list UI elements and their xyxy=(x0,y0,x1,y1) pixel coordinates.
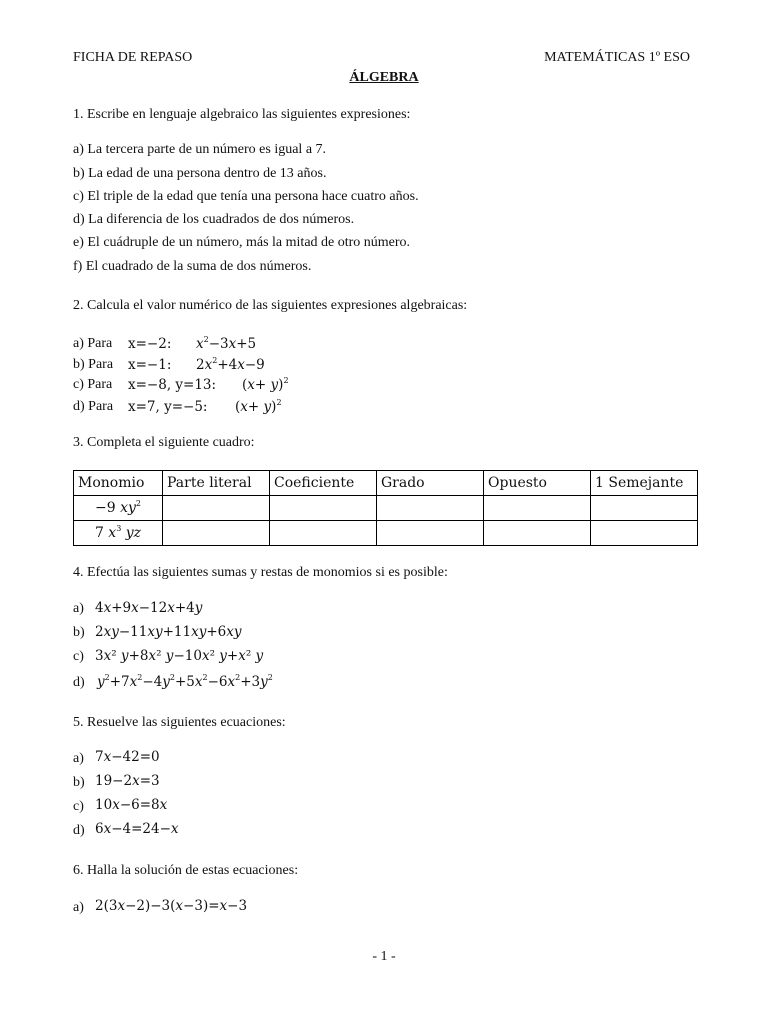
ex3-statement: 3. Completa el siguiente cuadro: xyxy=(73,435,255,450)
monomial-table xyxy=(73,470,698,546)
ex2-label: a) Para xyxy=(73,336,113,351)
ex2-expression: $2x^2+4x-9$ xyxy=(196,356,265,373)
table-row xyxy=(74,521,698,546)
ex1-item: f) El cuadrado de la suma de dos números. xyxy=(73,259,312,274)
table-cell xyxy=(270,521,377,546)
ex5-label: c) xyxy=(73,799,84,814)
ex4-label: b) xyxy=(73,625,85,640)
ex5-expression: 19−2x=3 xyxy=(95,773,160,789)
ex4-expression: 4x+9x−12x+4y xyxy=(95,600,203,616)
ex5-expression: 10x−6=8x xyxy=(95,797,168,813)
table-cell xyxy=(377,496,484,521)
ex2-expression: $(x+ y)^2$ xyxy=(235,398,282,415)
ex2-values: x=−1: xyxy=(128,357,172,373)
ex2-values: x=−8, y=13: xyxy=(128,377,217,393)
ex4-expression: 2xy−11xy+11xy+6xy xyxy=(95,624,242,640)
table-cell xyxy=(591,496,698,521)
ex5-statement: 5. Resuelve las siguientes ecuaciones: xyxy=(73,715,286,730)
ex6-label: a) xyxy=(73,900,84,915)
ex1-item: d) La diferencia de los cuadrados de dos números. xyxy=(73,212,355,227)
table-header: 1 Semejante xyxy=(591,471,698,496)
ex4-label: c) xyxy=(73,649,84,664)
table-cell xyxy=(163,521,270,546)
ex2-label: d) Para xyxy=(73,399,114,414)
ex2-statement: 2. Calcula el valor numérico de las siguientes expresiones algebraicas: xyxy=(73,298,468,313)
ex4-label: d) xyxy=(73,675,85,690)
ex1-item: c) El triple de la edad que tenía una persona hace cuatro años. xyxy=(73,189,419,204)
header-left: FICHA DE REPASO xyxy=(73,50,193,65)
monomial-cell: −9 $xy^2$ xyxy=(74,496,163,521)
ex1-item: e) El cuádruple de un número, más la mitad de otro número. xyxy=(73,235,411,250)
ex2-label: c) Para xyxy=(73,377,113,392)
page-number: - 1 - xyxy=(372,949,396,964)
page-title: ÁLGEBRA xyxy=(349,70,419,85)
ex4-statement: 4. Efectúa las siguientes sumas y restas de monomios si es posible: xyxy=(73,565,448,580)
table-cell xyxy=(377,521,484,546)
table-cell xyxy=(163,496,270,521)
ex4-expression: 3x² y+8x² y−10x² y+x² y xyxy=(95,648,264,664)
ex5-expression: 7x−42=0 xyxy=(95,749,160,765)
ex4-label: a) xyxy=(73,601,84,616)
table-header-row xyxy=(74,471,698,496)
ex2-expression: $(x+ y)^2$ xyxy=(242,376,289,393)
ex5-label: a) xyxy=(73,751,84,766)
ex2-values: x=−2: xyxy=(128,336,172,352)
table-header: Monomio xyxy=(74,471,163,496)
ex1-item: a) La tercera parte de un número es igual a 7. xyxy=(73,142,327,157)
ex4-expression: $y^2+7x^2-4y^2+5x^2-6x^2+3y^2$ xyxy=(97,673,273,690)
table-header: Coeficiente xyxy=(270,471,377,496)
table-header: Grado xyxy=(377,471,484,496)
table-cell xyxy=(270,496,377,521)
ex6-expression: 2(3x−2)−3(x−3)=x−3 xyxy=(95,898,248,914)
table-row xyxy=(74,496,698,521)
table-cell xyxy=(484,496,591,521)
table-header: Opuesto xyxy=(484,471,591,496)
table-cell xyxy=(484,521,591,546)
ex2-expression: $x^2-3x+5$ xyxy=(196,335,257,352)
monomial-cell: 7 $x^3$ yz xyxy=(74,521,163,546)
ex6-statement: 6. Halla la solución de estas ecuaciones: xyxy=(73,863,299,878)
ex5-label: d) xyxy=(73,823,85,838)
ex1-item: b) La edad de una persona dentro de 13 años. xyxy=(73,166,327,181)
ex2-values: x=7, y=−5: xyxy=(128,399,208,415)
ex5-expression: 6x−4=24−x xyxy=(95,821,179,837)
table-header: Parte literal xyxy=(163,471,270,496)
ex5-label: b) xyxy=(73,775,85,790)
table-cell xyxy=(591,521,698,546)
ex2-label: b) Para xyxy=(73,357,114,372)
ex1-statement: 1. Escribe en lenguaje algebraico las siguientes expresiones: xyxy=(73,107,411,122)
header-right: MATEMÁTICAS 1º ESO xyxy=(544,50,690,65)
